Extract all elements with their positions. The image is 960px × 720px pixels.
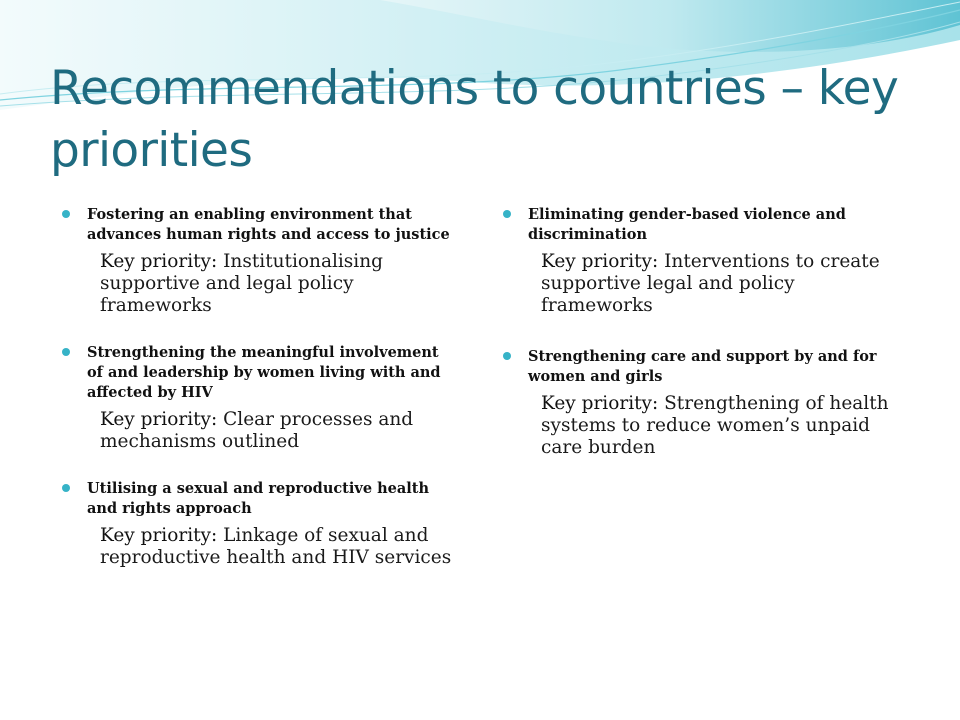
priority-label: Key priority: <box>541 251 659 272</box>
priority-label: Key priority: <box>100 251 218 272</box>
left-column <box>62 205 457 569</box>
item-priority <box>528 393 898 459</box>
item-priority <box>87 251 457 317</box>
list-item <box>62 479 457 569</box>
priority-text: Interventions to create supportive legal and policy frameworks <box>541 251 880 316</box>
item-heading: Eliminating gender-based violence and discrimination <box>528 206 846 243</box>
slide-title: Recommendations to countries – key priorities <box>50 61 899 178</box>
bullet-icon <box>62 348 70 356</box>
item-priority <box>87 525 457 569</box>
bullet-icon <box>62 210 70 218</box>
bullet-icon <box>503 210 511 218</box>
priority-text: Linkage of sexual and reproductive health and HIV services <box>100 525 452 568</box>
priority-label: Key priority: <box>541 393 659 414</box>
bullet-icon <box>62 484 70 492</box>
priority-text: Institutionalising supportive and legal policy frameworks <box>100 251 383 316</box>
item-priority <box>87 409 457 453</box>
item-heading: Strengthening the meaningful involvement of and leadership by women living with and affected by HIV <box>87 344 441 401</box>
priority-label: Key priority: <box>100 525 218 546</box>
bullet-icon <box>503 352 511 360</box>
list-item <box>62 205 457 317</box>
priority-text: Clear processes and mechanisms outlined <box>100 409 414 452</box>
item-heading: Fostering an enabling environment that advances human rights and access to justice <box>87 206 450 243</box>
priority-text: Strengthening of health systems to reduce women’s unpaid care burden <box>541 393 889 458</box>
item-heading: Utilising a sexual and reproductive health and rights approach <box>87 480 430 517</box>
list-item <box>62 343 457 453</box>
priority-label: Key priority: <box>100 409 218 430</box>
list-item <box>503 205 898 317</box>
list-item <box>503 347 898 459</box>
item-heading: Strengthening care and support by and for women and girls <box>528 348 877 385</box>
item-priority <box>528 251 898 317</box>
right-column <box>503 205 898 459</box>
